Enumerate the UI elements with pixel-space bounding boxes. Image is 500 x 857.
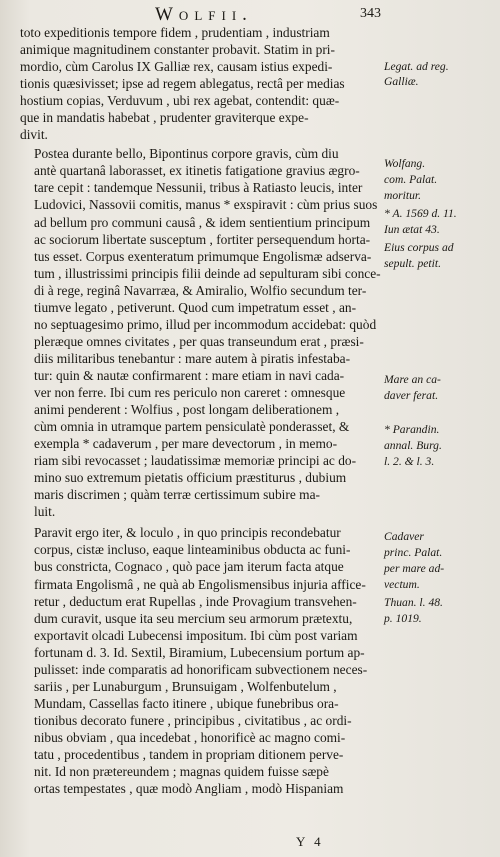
text-line: ver non ferre. Ibi cum res periculo non careret : omnesque	[34, 384, 346, 400]
margin-note: vectum.	[384, 578, 420, 591]
text-line: pleræque omnes civitates , per quas transeundum erat , præsi-	[34, 333, 364, 349]
text-line: bus constricta, Cognaco , quò pace jam iterum facta atque	[34, 559, 344, 575]
text-line: tus esset. Corpus exenteratum primumque Engolismæ adserva-	[34, 248, 372, 264]
margin-note: Galliæ.	[384, 75, 419, 88]
text-line: di à rege, reginâ Navarræa, & Amiralio, Wolfio secundum ter-	[34, 282, 367, 298]
paragraph-1	[20, 24, 384, 143]
margin-note: annal. Burg.	[384, 439, 442, 452]
text-line: fortunam d. 3. Id. Sextil, Biramium, Lubecensium portum ap-	[34, 644, 365, 660]
text-line: ortas tempestates , quæ modò Angliam , modò Hispaniam	[34, 781, 344, 797]
text-line: Mundam, Cassellas facto itinere , ubique funebribus ora-	[34, 695, 339, 711]
text-line: antè quartanâ laborasset, ex itinetis fatigatione gravius ægro-	[34, 163, 360, 179]
text-line: animique magnitudinem constanter probavit. Statim in pri-	[20, 42, 335, 58]
page-number: 343	[360, 6, 381, 21]
margin-note: per mare ad-	[384, 562, 445, 575]
signature-mark: Y 4	[296, 834, 324, 849]
text-line: corpus, cistæ incluso, eaque linteaminibus obducta ac funi-	[34, 542, 351, 558]
margin-note: sepult. petit.	[384, 257, 441, 270]
paragraph-3	[20, 524, 384, 797]
text-line: maris discrimen ; quàm terræ certissimum subire ma-	[34, 487, 320, 503]
text-line: pulisset: inde comparatis ad honorificam subvectionem neces-	[34, 661, 368, 677]
text-line: que in mandatis habebat , prudenter graviterque expe-	[20, 110, 309, 126]
text-line: toto expeditionis tempore fidem , prudentiam , industriam	[20, 25, 330, 40]
text-line: dum curavit, usque ita seu mercium seu armorum prætextu,	[34, 610, 353, 626]
text-line: divit.	[20, 127, 48, 143]
text-line: tum , illustrissimi principis filii deinde ad sepulturam sibi conce-	[34, 265, 381, 281]
text-line: animi penderent : Wolfius , post longam deliberationem ,	[34, 402, 340, 418]
margin-note: l. 2. & l. 3.	[384, 455, 435, 468]
margin-note: moritur.	[384, 189, 422, 202]
text-line: tur: quin & nautæ confirmarent : mare etiam in navi cada-	[34, 367, 345, 383]
text-line: luit.	[34, 504, 56, 520]
margin-note: princ. Palat.	[384, 546, 443, 559]
margin-note: Cadaver	[384, 530, 424, 543]
text-line: hostium copias, Verduvum , ubi rex agebat, contendit: quæ-	[20, 93, 340, 109]
text-line: mino suo extremum pietatis officium præstiturus , dubium	[34, 470, 347, 486]
text-line: riam sibi revocasset ; laudatissimæ memoriæ principi ac do-	[34, 453, 357, 469]
text-line: diis militaribus tenebantur : mare autem à piratis infestaba-	[34, 350, 351, 366]
margin-note: * A. 1569 d. 11.	[384, 207, 457, 220]
margin-note: * Parandin.	[384, 423, 440, 436]
text-line: tatu , procedentibus , tandem in propriam ditionem perve-	[34, 746, 344, 762]
text-line: nit. Id non prætereundem ; magnas quidem fuisse sæpè	[34, 764, 329, 780]
text-line: Postea durante bello, Bipontinus corpore gravis, cùm diu	[34, 146, 339, 162]
margin-note: p. 1019.	[384, 612, 422, 625]
text-line: exempla * cadaverum , per mare devectorum , in memo-	[34, 436, 338, 452]
text-line: retur , deductum erat Rupellas , inde Provagium transvehen-	[34, 593, 357, 609]
text-line: ad bellum pro communi causâ , & idem sentientium principum	[34, 214, 371, 230]
text-line: tiumve legato , petiverunt. Quod cum impetratum esset , an-	[34, 299, 357, 315]
text-line: Paravit ergo iter, & loculo , in quo principis recondebatur	[34, 525, 341, 541]
text-line: cùm omnia in utramque partem pensiculatè ponderasset, &	[34, 419, 350, 435]
text-line: ac sociorum libertate susceptum , fortiter persequendum horta-	[34, 231, 371, 247]
text-line: Ludovici, Nassovii comitis, manus * exspiravit : cùm prius suos	[34, 197, 378, 213]
paragraph-2	[20, 145, 384, 520]
margin-note: daver ferat.	[384, 389, 439, 402]
text-line: exportavit olcadi Lubecensi impositum. Ibi cùm post variam	[34, 627, 358, 643]
margin-note: Iun ætat 43.	[384, 223, 440, 236]
text-line: nibus obviam , qua incedebat , honorificè ac magno comi-	[34, 729, 346, 745]
text-line: mordio, cùm Carolus IX Galliæ rex, causam istius expedi-	[20, 59, 333, 75]
text-line: no septuagesimo primo, illud per incommodum accidebat: quòd	[34, 316, 377, 332]
margin-note: Thuan. l. 48.	[384, 596, 443, 609]
running-head: Wolfii.	[155, 4, 253, 25]
main-text-column	[20, 24, 384, 797]
margin-note: Mare an ca-	[384, 373, 441, 386]
margin-note: Wolfang.	[384, 157, 426, 170]
text-line: firmata Engolismâ , ne quà ab Engolismensibus injuria affice-	[34, 576, 366, 592]
text-line: tionis quæsivisset; ipse ad regem ablegatus, rectâ per medias	[20, 76, 345, 92]
text-line: tionibus decorato funere , principibus , civitatibus , ac ordi-	[34, 712, 352, 728]
page-header	[0, 4, 500, 26]
margin-note: Legat. ad reg.	[384, 60, 449, 73]
text-line: tare cepit : tandemque Nessunii, tribus à Ratiasto leucis, inter	[34, 180, 363, 196]
margin-note: Eius corpus ad	[384, 241, 454, 254]
text-line: sariis , per Lunaburgum , Brunsuigam , Wolfenbutelum ,	[34, 678, 337, 694]
margin-note: com. Palat.	[384, 173, 438, 186]
